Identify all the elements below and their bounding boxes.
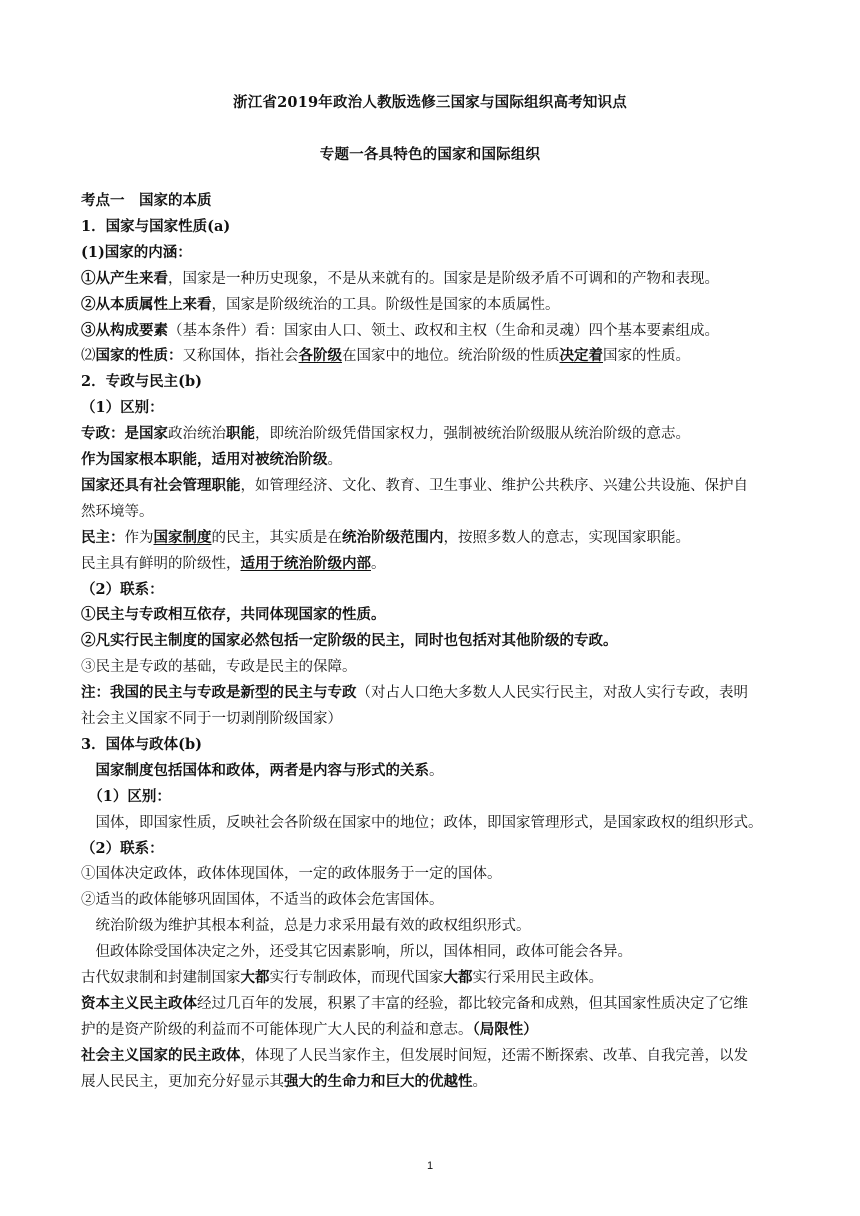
text-segment: ，体现了人民当家作主，但发展时间短，还需不断探索、改革、自我完善，以发 [240,1047,748,1064]
text-segment: 又称国体，指社会 [182,348,299,365]
text-segment: 职能 [226,425,255,443]
text-line [81,270,787,288]
text-line [81,477,787,495]
text-segment: 国家的性质： [95,347,183,365]
text-segment: ⑵ [81,348,96,365]
text-segment: ，如管理经济、文化、教育、卫生事业、维护公共秩序、兴建公共设施、保护自 [240,477,748,494]
text-line [81,244,787,262]
text-segment: 护的是资产阶级的利益而不可能体现广大人民的利益和意志。 [81,1021,473,1038]
text-line [81,684,787,702]
text-segment: ，按照多数人的意志，实现国家职能。 [443,529,690,546]
text-segment: 国家制度 [153,528,212,546]
text-segment: 。 [371,555,386,572]
text-line [81,322,787,340]
text-line [81,658,787,676]
text-segment: 古代奴隶制和封建制国家 [81,970,241,986]
text-segment: 考点一 国家的本质 [81,192,212,209]
text-segment: (1)国家的内涵： [81,243,192,261]
text-line [81,451,787,469]
text-segment: 大都 [240,969,270,986]
text-segment: 3．国体与政体(b) [81,735,202,753]
text-segment: 展人民民主，更加充分好显示其 [81,1073,284,1090]
text-segment: ②适当的政体能够巩固国体，不适当的政体会危害国体。 [81,892,444,909]
text-line [81,917,787,935]
text-segment: 统治阶级为维护其根本利益，总是力求采用最有效的政权组织形式。 [81,918,531,935]
text-segment: （对占人口绝大多数人人民实行民主，对敌人实行专政，表明 [356,685,748,702]
text-line [81,529,787,547]
text-line [81,710,787,728]
text-line [81,1073,787,1091]
text-line [81,762,787,780]
document-title: 浙江省2019年政治人教版选修三国家与国际组织高考知识点 [233,94,627,111]
text-segment: 资本主义民主政体 [81,994,197,1012]
text-segment: 各阶级 [298,347,342,365]
text-segment: 国家的性质。 [603,348,690,365]
text-segment: ，国家是阶级统治的工具。阶级性是国家的本质属性。 [211,296,560,313]
text-line [81,969,787,987]
text-segment: 国家还具有社会管理职能 [81,476,241,494]
text-segment: ③从构成要素 [81,321,168,339]
text-line [81,373,787,391]
text-line [81,840,787,858]
text-line [81,943,787,961]
text-line [81,995,787,1013]
text-segment: 大都 [443,969,473,986]
text-line [81,736,787,754]
text-segment: ③民主是专政的基础，专政是民主的保障。 [81,659,357,676]
text-segment: 。 [327,452,342,468]
text-segment: 社会主义国家不同于一切剥削阶级国家） [81,711,342,727]
text-segment: 作为 [124,529,154,546]
text-line [81,788,787,806]
text-line [81,581,787,599]
text-line [81,555,787,573]
text-line [81,606,787,624]
text-segment: （2）联系： [81,580,164,598]
text-line [81,865,787,883]
page-number: 1 [426,1160,434,1172]
text-segment: 。 [472,1073,487,1090]
text-segment: 统治阶级范围内 [342,528,444,546]
text-line [81,1021,787,1039]
text-segment: 国体，即国家性质，反映社会各阶级在国家中的地位；政体，即国家管理形式，是国家政权的组织形式。 [81,814,763,831]
text-line [81,347,787,365]
text-segment: （局限性） [472,1020,538,1038]
text-segment: 民主： [81,528,125,546]
text-segment: （基本条件）看：国家由人口、领土、政权和主权（生命和灵魂）四个基本要素组成。 [168,322,719,339]
text-segment: 。 [429,762,444,779]
text-segment: 民主具有鲜明的阶级性， [81,555,241,572]
document-subtitle: 专题一各具特色的国家和国际组织 [319,146,541,163]
text-segment: （2）联系： [81,839,164,857]
text-line [81,503,787,521]
text-segment: 作为国家根本职能，适用对被统治阶级 [81,451,328,468]
text-segment: ，国家是一种历史现象，不是从来就有的。国家是是阶级矛盾不可调和的产物和表现。 [168,270,719,287]
text-segment: （1）区别： [81,399,164,417]
text-segment: ②从本质属性上来看 [81,295,212,313]
text-line [81,632,787,650]
text-segment: 专政：是国家 [81,425,168,443]
text-segment: ，即统治阶级凭借国家权力，强制被统治阶级服从统治阶级的意志。 [255,426,690,443]
text-segment: 实行专制政体，而现代国家 [269,970,444,986]
text-line [81,296,787,314]
text-segment: 政治统治 [168,426,226,443]
text-line [81,814,787,832]
text-segment: 在国家中的地位。统治阶级的性质 [342,348,560,365]
text-segment: ①从产生来看 [81,269,168,287]
text-segment: 实行采用民主政体。 [472,970,603,986]
text-segment: ②凡实行民主制度的国家必然包括一定阶级的民主，同时也包括对其他阶级的专政。 [81,632,618,650]
text-line [81,399,787,417]
text-line [81,192,787,210]
text-segment: 2．专政与民主(b) [81,373,202,391]
text-segment: 强大的生命力和巨大的优越性 [284,1072,473,1090]
text-segment: （1）区别： [81,787,171,805]
text-segment: 的民主，其实质是在 [211,529,342,546]
text-segment: 但政体除受国体决定之外，还受其它因素影响，所以，国体相同，政体可能会各异。 [81,944,632,961]
text-line [81,891,787,909]
text-segment: 然环境等。 [81,503,154,520]
text-segment: 注：我国的民主与专政是新型的民主与专政 [81,684,357,702]
text-line [81,1047,787,1065]
text-segment: 适用于统治阶级内部 [240,554,371,572]
text-segment: 经过几百年的发展，积累了丰富的经验，都比较完备和成熟，但其国家性质决定了它维 [197,995,748,1012]
text-segment: 社会主义国家的民主政体 [81,1046,241,1064]
text-segment: 1．国家与国家性质(a) [81,217,231,235]
text-segment: ①国体决定政体，政体体现国体，一定的政体服务于一定的国体。 [81,866,502,883]
text-segment: 决定着 [559,347,603,365]
text-line [81,218,787,236]
text-segment: 国家制度包括国体和政体，两者是内容与形式的关系 [81,761,429,779]
text-line [81,425,787,443]
text-segment: ①民主与专政相互依存，共同体现国家的性质。 [81,606,386,624]
